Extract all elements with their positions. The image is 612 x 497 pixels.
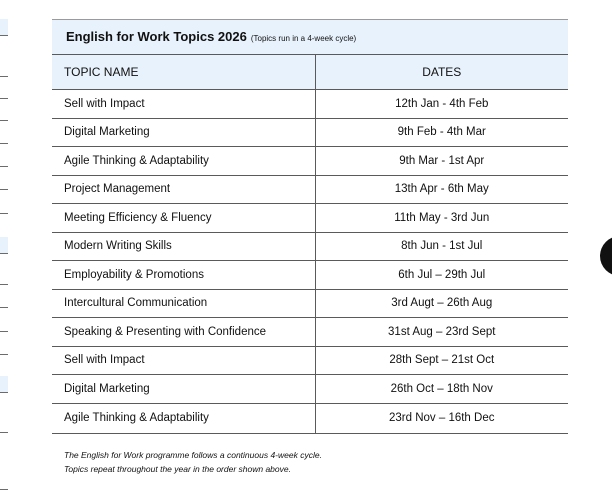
topic-cell: Digital Marketing bbox=[52, 118, 315, 147]
topic-cell: Speaking & Presenting with Confidence bbox=[52, 318, 315, 347]
column-header-topic-name: TOPIC NAME bbox=[52, 55, 315, 90]
table-row bbox=[52, 318, 568, 347]
topic-cell: Meeting Efficiency & Fluency bbox=[52, 204, 315, 233]
table-row bbox=[52, 204, 568, 233]
adjacent-row-rule bbox=[0, 213, 8, 214]
table-header-row bbox=[52, 55, 568, 90]
dates-cell: 12th Jan - 4th Feb bbox=[315, 90, 568, 119]
dates-cell: 26th Oct – 18th Nov bbox=[315, 375, 568, 404]
adjacent-table-edge bbox=[0, 0, 10, 497]
table-row bbox=[52, 90, 568, 119]
dates-cell: 11th May - 3rd Jun bbox=[315, 204, 568, 233]
adjacent-row-rule bbox=[0, 392, 8, 393]
topic-cell: Digital Marketing bbox=[52, 375, 315, 404]
table-title-row bbox=[52, 20, 568, 55]
adjacent-row-rule bbox=[0, 253, 8, 254]
dates-cell: 23rd Nov – 16th Dec bbox=[315, 403, 568, 433]
adjacent-row-rule bbox=[0, 189, 8, 190]
adjacent-row-rule bbox=[0, 331, 8, 332]
dates-cell: 9th Feb - 4th Mar bbox=[315, 118, 568, 147]
adjacent-row-rule bbox=[0, 166, 8, 167]
topic-cell: Project Management bbox=[52, 175, 315, 204]
topic-cell: Employability & Promotions bbox=[52, 261, 315, 290]
table-row bbox=[52, 261, 568, 290]
footnote-line: The English for Work programme follows a continuous 4-week cycle. bbox=[64, 450, 322, 460]
adjacent-row-rule bbox=[0, 120, 8, 121]
dates-cell: 9th Mar - 1st Apr bbox=[315, 147, 568, 176]
adjacent-row-rule bbox=[0, 432, 8, 433]
footnote bbox=[64, 448, 564, 476]
topic-cell: Intercultural Communication bbox=[52, 289, 315, 318]
topic-cell: Sell with Impact bbox=[52, 90, 315, 119]
adjacent-header-fill bbox=[0, 19, 8, 35]
topics-table bbox=[52, 19, 568, 434]
dates-cell: 3rd Augt – 26th Aug bbox=[315, 289, 568, 318]
footnote-line: Topics repeat throughout the year in the order shown above. bbox=[64, 464, 291, 474]
dates-cell: 31st Aug – 23rd Sept bbox=[315, 318, 568, 347]
table-row bbox=[52, 289, 568, 318]
adjacent-row-rule bbox=[0, 98, 8, 99]
table-row bbox=[52, 232, 568, 261]
adjacent-row-rule bbox=[0, 489, 8, 490]
adjacent-row-rule bbox=[0, 35, 8, 36]
adjacent-row-rule bbox=[0, 284, 8, 285]
table-row bbox=[52, 118, 568, 147]
topic-cell: Modern Writing Skills bbox=[52, 232, 315, 261]
adjacent-header-fill bbox=[0, 237, 8, 253]
topic-cell: Agile Thinking & Adaptability bbox=[52, 147, 315, 176]
dates-cell: 28th Sept – 21st Oct bbox=[315, 346, 568, 375]
adjacent-row-rule bbox=[0, 307, 8, 308]
adjacent-header-fill bbox=[0, 376, 8, 392]
table-title-note: (Topics run in a 4-week cycle) bbox=[250, 34, 357, 43]
table-row bbox=[52, 375, 568, 404]
dates-cell: 8th Jun - 1st Jul bbox=[315, 232, 568, 261]
table-title: English for Work Topics 2026 bbox=[66, 29, 247, 44]
table-row bbox=[52, 403, 568, 433]
table-title-cell bbox=[52, 20, 568, 55]
dates-cell: 6th Jul – 29th Jul bbox=[315, 261, 568, 290]
dates-cell: 13th Apr - 6th May bbox=[315, 175, 568, 204]
adjacent-row-rule bbox=[0, 76, 8, 77]
column-header-dates: DATES bbox=[315, 55, 568, 90]
table-row bbox=[52, 147, 568, 176]
table-row bbox=[52, 346, 568, 375]
topic-cell: Agile Thinking & Adaptability bbox=[52, 403, 315, 433]
chat-launcher-button[interactable] bbox=[600, 236, 612, 276]
topic-cell: Sell with Impact bbox=[52, 346, 315, 375]
adjacent-row-rule bbox=[0, 143, 8, 144]
adjacent-row-rule bbox=[0, 354, 8, 355]
table-row bbox=[52, 175, 568, 204]
